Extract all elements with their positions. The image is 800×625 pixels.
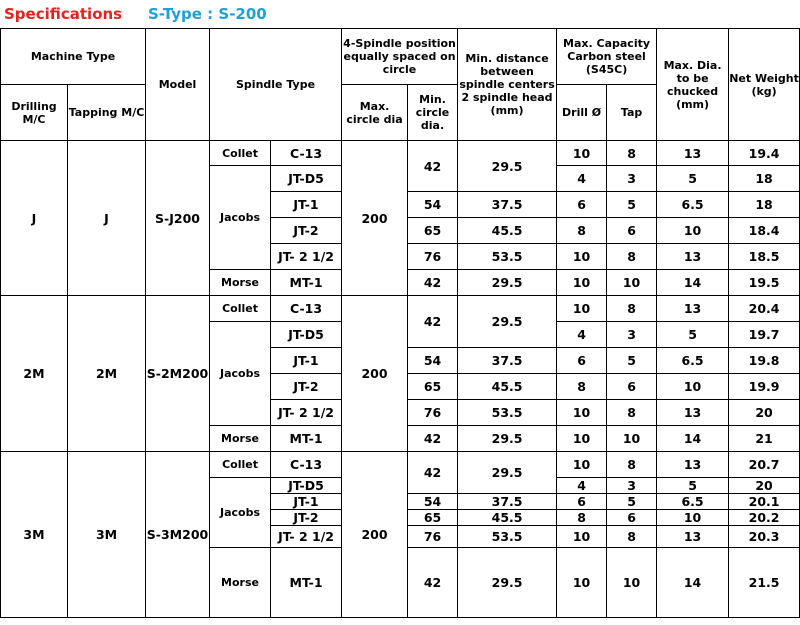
tap-cell: 10	[607, 270, 657, 296]
page-title: Specifications	[4, 5, 123, 23]
tap-cell: 8	[607, 296, 657, 322]
drilling-cell: 3M	[1, 452, 68, 618]
header-drill: Drill Ø	[557, 85, 607, 141]
tap-cell: 5	[607, 348, 657, 374]
spindle-cell: JT-D5	[271, 322, 342, 348]
drill-cell: 8	[557, 374, 607, 400]
table-row	[1, 296, 800, 322]
weight-cell: 20	[729, 478, 800, 494]
spindle-cell: JT-1	[271, 494, 342, 510]
spindle-cell: JT-2	[271, 510, 342, 526]
tap-cell: 5	[607, 494, 657, 510]
drill-cell: 6	[557, 494, 607, 510]
specifications-table	[0, 28, 800, 618]
spindle-group-cell: Jacobs	[210, 478, 271, 548]
drill-cell: 10	[557, 244, 607, 270]
spindle-cell: MT-1	[271, 426, 342, 452]
weight-cell: 21.5	[729, 548, 800, 618]
maxdia-cell: 5	[657, 478, 729, 494]
spindle-cell: C-13	[271, 296, 342, 322]
spindle-cell: MT-1	[271, 270, 342, 296]
tap-cell: 5	[607, 192, 657, 218]
spindle-cell: C-13	[271, 141, 342, 166]
tap-cell: 8	[607, 526, 657, 548]
drill-cell: 4	[557, 478, 607, 494]
spindle-group-cell: Collet	[210, 296, 271, 322]
min-circle-cell: 42	[408, 270, 458, 296]
distance-cell: 53.5	[458, 244, 557, 270]
maxdia-cell: 6.5	[657, 348, 729, 374]
spindle-cell: JT-2	[271, 374, 342, 400]
drilling-cell: J	[1, 141, 68, 296]
min-circle-cell: 42	[408, 548, 458, 618]
maxdia-cell: 6.5	[657, 494, 729, 510]
min-circle-cell: 76	[408, 400, 458, 426]
weight-cell: 19.7	[729, 322, 800, 348]
maxdia-cell: 13	[657, 296, 729, 322]
weight-cell: 20.3	[729, 526, 800, 548]
distance-cell: 37.5	[458, 192, 557, 218]
header-tap: Tap	[607, 85, 657, 141]
distance-cell: 29.5	[458, 141, 557, 192]
weight-cell: 20	[729, 400, 800, 426]
spindle-cell: JT-1	[271, 192, 342, 218]
header-min-circle: Min. circle dia.	[408, 85, 458, 141]
spindle-cell: JT- 2 1/2	[271, 400, 342, 426]
min-circle-cell: 76	[408, 526, 458, 548]
header-net-weight: Net Weight (kg)	[729, 29, 800, 141]
weight-cell: 18.5	[729, 244, 800, 270]
spindle-cell: JT-2	[271, 218, 342, 244]
maxdia-cell: 13	[657, 141, 729, 166]
distance-cell: 29.5	[458, 548, 557, 618]
header-tapping: Tapping M/C	[68, 85, 146, 141]
drill-cell: 8	[557, 510, 607, 526]
header-max-capacity: Max. Capacity Carbon steel (S45C)	[557, 29, 657, 85]
distance-cell: 45.5	[458, 374, 557, 400]
spindle-group-cell: Jacobs	[210, 322, 271, 426]
drill-cell: 8	[557, 218, 607, 244]
distance-cell: 45.5	[458, 218, 557, 244]
weight-cell: 18.4	[729, 218, 800, 244]
max-circle-cell: 200	[342, 296, 408, 452]
spindle-group-cell: Morse	[210, 548, 271, 618]
drill-cell: 6	[557, 192, 607, 218]
header-row-1	[1, 29, 800, 85]
drill-cell: 10	[557, 270, 607, 296]
drill-cell: 10	[557, 141, 607, 166]
maxdia-cell: 10	[657, 374, 729, 400]
drill-cell: 10	[557, 548, 607, 618]
weight-cell: 19.5	[729, 270, 800, 296]
spindle-cell: JT-D5	[271, 166, 342, 192]
header-model: Model	[146, 29, 210, 141]
maxdia-cell: 13	[657, 244, 729, 270]
spindle-cell: JT- 2 1/2	[271, 244, 342, 270]
weight-cell: 20.4	[729, 296, 800, 322]
header-spindle-type: Spindle Type	[210, 29, 342, 141]
maxdia-cell: 10	[657, 510, 729, 526]
min-circle-cell: 65	[408, 218, 458, 244]
drill-cell: 4	[557, 322, 607, 348]
weight-cell: 18	[729, 166, 800, 192]
distance-cell: 29.5	[458, 426, 557, 452]
tap-cell: 3	[607, 322, 657, 348]
maxdia-cell: 6.5	[657, 192, 729, 218]
drill-cell: 10	[557, 526, 607, 548]
drill-cell: 10	[557, 400, 607, 426]
header-machine-type: Machine Type	[1, 29, 146, 85]
spindle-cell: JT-1	[271, 348, 342, 374]
header-max-circle: Max. circle dia	[342, 85, 408, 141]
maxdia-cell: 13	[657, 452, 729, 478]
weight-cell: 18	[729, 192, 800, 218]
tap-cell: 6	[607, 218, 657, 244]
table-row	[1, 141, 800, 166]
max-circle-cell: 200	[342, 452, 408, 618]
weight-cell: 19.9	[729, 374, 800, 400]
min-circle-cell: 65	[408, 374, 458, 400]
weight-cell: 19.4	[729, 141, 800, 166]
spindle-group-cell: Jacobs	[210, 166, 271, 270]
table-row	[1, 452, 800, 478]
spindle-cell: C-13	[271, 452, 342, 478]
maxdia-cell: 5	[657, 322, 729, 348]
maxdia-cell: 5	[657, 166, 729, 192]
distance-cell: 29.5	[458, 296, 557, 348]
weight-cell: 20.2	[729, 510, 800, 526]
max-circle-cell: 200	[342, 141, 408, 296]
distance-cell: 53.5	[458, 526, 557, 548]
min-circle-cell: 76	[408, 244, 458, 270]
weight-cell: 21	[729, 426, 800, 452]
maxdia-cell: 10	[657, 218, 729, 244]
model-cell: S-J200	[146, 141, 210, 296]
model-cell: S-2M200	[146, 296, 210, 452]
distance-cell: 29.5	[458, 270, 557, 296]
min-circle-cell: 54	[408, 348, 458, 374]
spindle-group-cell: Collet	[210, 141, 271, 166]
weight-cell: 19.8	[729, 348, 800, 374]
page-header	[0, 0, 800, 28]
tapping-cell: 2M	[68, 296, 146, 452]
spindle-group-cell: Collet	[210, 452, 271, 478]
distance-cell: 29.5	[458, 452, 557, 494]
maxdia-cell: 13	[657, 526, 729, 548]
drill-cell: 4	[557, 166, 607, 192]
maxdia-cell: 13	[657, 400, 729, 426]
tap-cell: 3	[607, 166, 657, 192]
tap-cell: 8	[607, 452, 657, 478]
drilling-cell: 2M	[1, 296, 68, 452]
min-circle-cell: 65	[408, 510, 458, 526]
tap-cell: 6	[607, 510, 657, 526]
model-cell: S-3M200	[146, 452, 210, 618]
weight-cell: 20.7	[729, 452, 800, 478]
distance-cell: 53.5	[458, 400, 557, 426]
min-circle-cell: 42	[408, 452, 458, 494]
maxdia-cell: 14	[657, 270, 729, 296]
tap-cell: 10	[607, 426, 657, 452]
header-four-spindle: 4-Spindle position equally spaced on circle	[342, 29, 458, 85]
weight-cell: 20.1	[729, 494, 800, 510]
drill-cell: 10	[557, 296, 607, 322]
drill-cell: 10	[557, 426, 607, 452]
distance-cell: 37.5	[458, 348, 557, 374]
min-circle-cell: 54	[408, 494, 458, 510]
tap-cell: 6	[607, 374, 657, 400]
distance-cell: 45.5	[458, 510, 557, 526]
header-min-distance: Min. distance between spindle centers 2 spindle head (mm)	[458, 29, 557, 141]
drill-cell: 10	[557, 452, 607, 478]
maxdia-cell: 14	[657, 426, 729, 452]
min-circle-cell: 42	[408, 296, 458, 348]
distance-cell: 37.5	[458, 494, 557, 510]
min-circle-cell: 42	[408, 426, 458, 452]
tap-cell: 8	[607, 244, 657, 270]
maxdia-cell: 14	[657, 548, 729, 618]
min-circle-cell: 42	[408, 141, 458, 192]
spindle-group-cell: Morse	[210, 270, 271, 296]
spindle-cell: MT-1	[271, 548, 342, 618]
spindle-group-cell: Morse	[210, 426, 271, 452]
min-circle-cell: 54	[408, 192, 458, 218]
page-subtitle: S-Type : S-200	[148, 5, 267, 23]
drill-cell: 6	[557, 348, 607, 374]
header-max-dia: Max. Dia. to be chucked (mm)	[657, 29, 729, 141]
tap-cell: 8	[607, 400, 657, 426]
spindle-cell: JT-D5	[271, 478, 342, 494]
tap-cell: 8	[607, 141, 657, 166]
spindle-cell: JT- 2 1/2	[271, 526, 342, 548]
tap-cell: 3	[607, 478, 657, 494]
header-drilling: Drilling M/C	[1, 85, 68, 141]
tapping-cell: 3M	[68, 452, 146, 618]
tap-cell: 10	[607, 548, 657, 618]
tapping-cell: J	[68, 141, 146, 296]
